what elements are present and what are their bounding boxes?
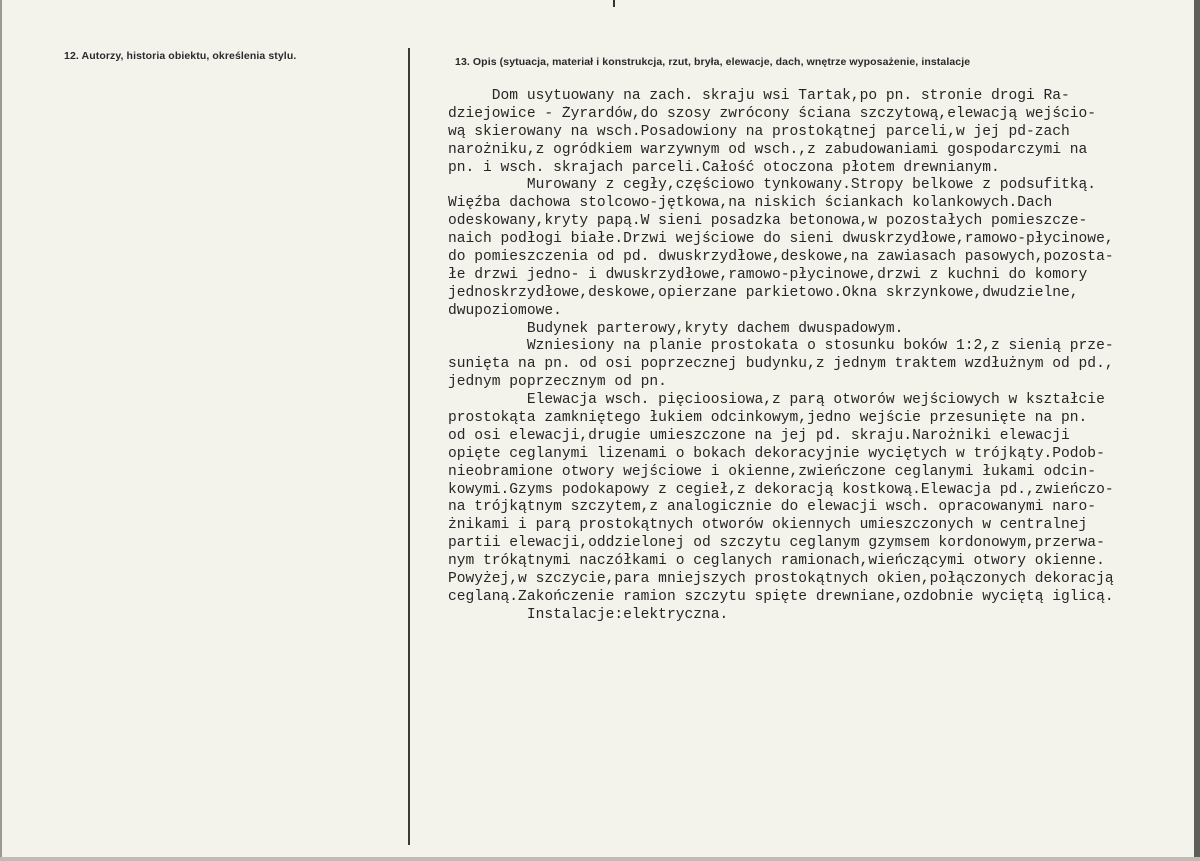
sheet-bottom-edge xyxy=(0,857,1200,861)
text-line: Dom usytuowany na zach. skraju wsi Tartak,po pn. stronie drogi Ra- xyxy=(448,88,1070,104)
field-label-description: 13. Opis (sytuacja, materiał i konstrukcja, rzut, bryła, elewacje, dach, wnętrze wyposażenie, instalacje xyxy=(455,56,971,68)
text-line: od osi elewacji,drugie umieszczone na jej pd. skraju.Narożniki elewacji xyxy=(448,427,1070,444)
sheet-right-edge xyxy=(1194,0,1200,861)
sheet-left-edge xyxy=(0,0,2,861)
text-line: do pomieszczenia od pd. dwuskrzydłowe,deskowe,na zawiasach pasowych,pozosta- xyxy=(448,249,1114,266)
text-line: Elewacja wsch. pięcioosiowa,z parą otworów wejściowych w kształcie xyxy=(448,392,1105,409)
text-line: żnikami i parą prostokątnych otworów okiennych umieszczonych w centralnej xyxy=(448,517,1088,534)
text-line: dziejowice - Żyrardów,do szosy zwrócony ściana szczytową,elewacją wejścio- xyxy=(448,105,1097,122)
field-label-authors-history-style: 12. Autorzy, historia obiektu, określenia stylu. xyxy=(64,50,297,62)
text-line: Wzniesiony na planie prostokata o stosunku boków 1:2,z sienią prze- xyxy=(448,338,1114,355)
text-line: pn. i wsch. skrajach parceli.Całość otoczona płotem drewnianym. xyxy=(448,159,1000,176)
text-line: sunięta na pn. od osi poprzecznej budynku,z jednym traktem wzdłużnym od pd., xyxy=(448,356,1114,373)
text-line: odeskowany,kryty papą.W sieni posadzka betonowa,w pozostałych pomieszcze- xyxy=(448,213,1088,230)
text-line: Więźba dachowa stolcowo-jętkowa,na niskich ściankach kolankowych.Dach xyxy=(448,195,1053,212)
text-line: prostokąta zamkniętego łukiem odcinkowym,jedno wejście przesunięte na pn. xyxy=(448,410,1088,427)
text-line: opięte ceglanymi lizenami o bokach dekoracyjnie wyciętych w trójkąty.Podob- xyxy=(448,445,1105,462)
text-line: wą skierowany na wsch.Posadowiony na prostokątnej parceli,w jej pd-zach xyxy=(448,123,1070,140)
typed-description-text xyxy=(448,88,1188,625)
text-line: ceglaną.Zakończenie ramion szczytu spięte drewniane,ozdobnie wyciętą iglicą. xyxy=(448,588,1114,605)
text-line: Murowany z cegły,częściowo tynkowany.Stropy belkowe z podsufitką. xyxy=(448,177,1097,194)
text-line: naich podłogi białe.Drzwi wejściowe do sieni dwuskrzydłowe,ramowo-płycinowe, xyxy=(448,231,1114,248)
text-line: jednym poprzecznym od pn. xyxy=(448,374,667,391)
text-line: dwupoziomowe. xyxy=(448,302,562,319)
text-line: Budynek parterowy,kryty dachem dwuspadowym. xyxy=(448,320,904,337)
fold-mark xyxy=(613,0,615,7)
text-line: kowymi.Gzyms podokapowy z cegieł,z dekoracją kostkową.Elewacja pd.,zwieńczo- xyxy=(448,481,1114,498)
text-line: jednoskrzydłowe,deskowe,opierzane parkietowo.Okna skrzynkowe,dwudzielne, xyxy=(448,284,1079,301)
text-line: Powyżej,w szczycie,para mniejszych prostokątnych okien,połączonych dekoracją xyxy=(448,571,1114,588)
text-line: nym trókątnymi naczółkami o ceglanych ramionach,wieńczącymi otwory okienne. xyxy=(448,553,1105,570)
text-line: łe drzwi jedno- i dwuskrzydłowe,ramowo-płycinowe,drzwi z kuchni do komory xyxy=(448,266,1088,283)
text-line: Instalacje:elektryczna. xyxy=(448,606,729,623)
column-divider xyxy=(408,48,410,845)
text-line: na trójkątnym szczytem,z analogicznie do elewacji wsch. opracowanymi naro- xyxy=(448,499,1097,516)
text-line: partii elewacji,oddzielonej od szczytu ceglanym gzymsem kordonowym,przerwa- xyxy=(448,535,1105,552)
text-line: narożniku,z ogródkiem warzywnym od wsch.,z zabudowaniami gospodarczymi na xyxy=(448,141,1088,158)
text-line: nieobramione otwory wejściowe i okienne,zwieńczone ceglanymi łukami odcin- xyxy=(448,463,1097,480)
